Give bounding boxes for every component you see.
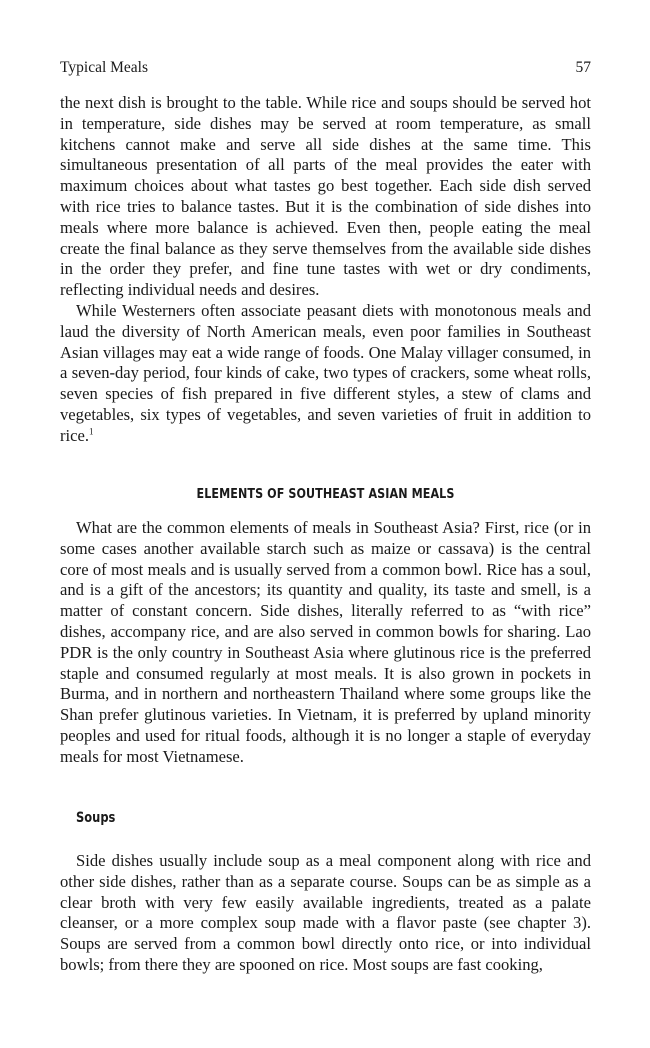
section-2-body: [60, 518, 591, 768]
section-3-body: [60, 851, 591, 976]
paragraph-peasant-diets-text: While Westerners often associate peasant diets with monotonous meals and laud the diversity of North American meals, even poor families in Southeast Asian villages may eat a wide range of foods. One Malay villager consumed, in a seven-day period, four kinds of cake, two types of crackers, some wheat rolls, seven species of fish prepared in five different styles, a stew of clams and vegetables, six types of vegetables, and seven varieties of fruit in addition to rice.: [60, 300, 591, 445]
paragraph-continued: the next dish is brought to the table. While rice and soups should be served hot in temperature, side dishes may be served at room temperature, as small kitchens cannot make and serve all side dishes at the same time. This simultaneous presentation of all parts of the meal provides the eater with maximum choices about what tastes go best together. Each side dish served with rice tries to balance tastes. But it is the combination of side dishes into meals where more balance is achieved. Even then, people eating the meal create the final balance as they serve themselves from the available side dishes in the order they prefer, and fine tune tastes with wet or dry condiments, reflecting individual needs and desires.: [60, 93, 591, 300]
page-number: 57: [575, 59, 591, 76]
running-head-title: Typical Meals: [60, 59, 149, 76]
subsection-heading-soups: Soups: [76, 810, 116, 826]
footnote-marker: 1: [89, 426, 94, 437]
section-1-body: [60, 93, 591, 447]
section-heading: ELEMENTS OF SOUTHEAST ASIAN MEALS: [196, 486, 455, 502]
running-head: [60, 57, 591, 79]
book-page: [60, 0, 591, 1048]
paragraph-peasant-diets: [60, 301, 591, 447]
paragraph-soups: Side dishes usually include soup as a meal component along with rice and other side dishes, rather than as a separate course. Soups can be as simple as a clear broth with very few easily available ingredients, treated as a palate cleanser, or a more complex soup made with a flavor paste (see chapter 3). Soups are served from a common bowl directly onto rice, or into individual bowls; from there they are spooned on rice. Most soups are fast cooking,: [60, 851, 591, 974]
paragraph-common-elements: What are the common elements of meals in Southeast Asia? First, rice (or in some cases another available starch such as maize or cassava) is the central core of most meals and is usually served from a common bowl. Rice has a soul, and is a gift of the ancestors; its quantity and quality, its taste and smell, is a matter of constant concern. Side dishes, literally referred to as “with rice” dishes, accompany rice, and are also served in common bowls for sharing. Lao PDR is the only country in Southeast Asia where glutinous rice is the preferred staple and consumed regularly at most meals. It is also grown in pockets in Burma, and in northern and northeastern Thailand where some groups like the Shan prefer glutinous varieties. In Vietnam, it is preferred by upland minority peoples and used for ritual foods, although it is no longer a staple of everyday meals for most Vietnamese.: [60, 518, 591, 766]
